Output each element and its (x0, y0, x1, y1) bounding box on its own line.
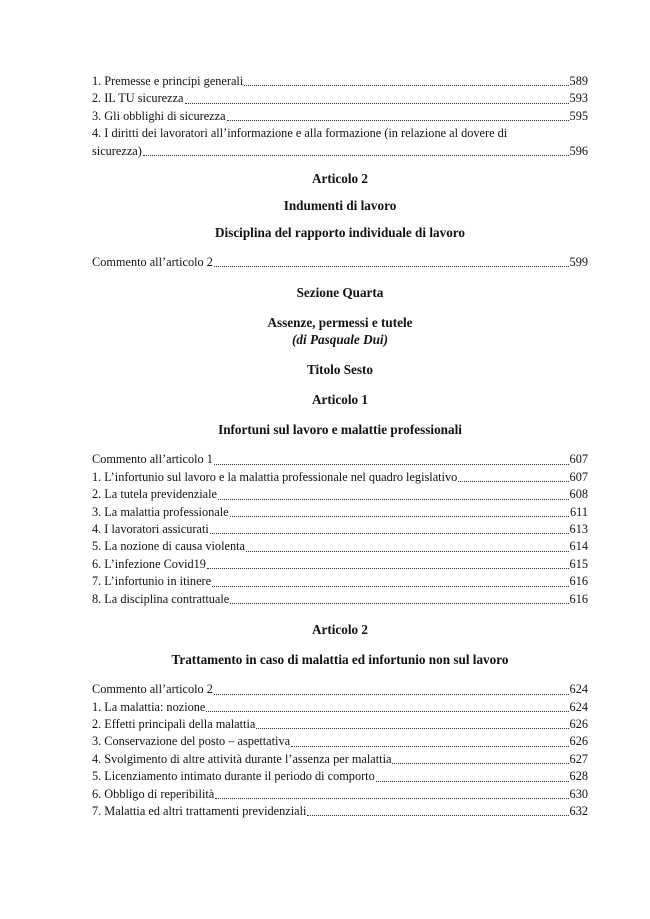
toc-entry-page: 626 (569, 716, 588, 731)
toc-entry-page: 593 (569, 91, 588, 106)
toc-entry-page: 611 (570, 504, 588, 519)
dot-leader (458, 481, 568, 482)
toc-entry-page: 595 (569, 108, 588, 123)
toc-entry-title: 4. I lavoratori assicurati (92, 522, 209, 537)
article-heading: Articolo 1 (311, 392, 369, 408)
toc-entry-page: 627 (569, 751, 588, 766)
toc-entry-page: 596 (569, 143, 588, 158)
toc-entry (92, 591, 588, 608)
toc-entry (92, 521, 588, 538)
toc-entry (92, 733, 588, 750)
article-subject-heading: Infortuni sul lavoro e malattie professionali (218, 422, 462, 438)
dot-leader (307, 815, 568, 816)
title-heading: Titolo Sesto (306, 362, 374, 378)
toc-entry (92, 751, 588, 768)
toc-entry-title: 5. Licenziamento intimato durante il periodo di comporto (92, 769, 375, 784)
dot-leader (227, 120, 569, 121)
article-heading: Articolo 2 (311, 171, 369, 187)
toc-entry-page: 615 (569, 556, 588, 571)
law-title-heading: Disciplina del rapporto individuale di lavoro (215, 225, 465, 241)
dot-leader (212, 586, 568, 587)
table-of-contents (92, 73, 588, 820)
toc-entry-title: 6. L’infezione Covid19 (92, 556, 206, 571)
section-subtitle: Assenze, permessi e tutele (267, 315, 413, 331)
toc-entry (92, 786, 588, 803)
toc-entry-title: 1. Premesse e principi generali (92, 74, 244, 88)
dot-leader (143, 155, 569, 156)
toc-entry-title: 7. Malattia ed altri trattamenti previdenziali (92, 803, 307, 818)
toc-entry-title: Commento all’articolo 2 (92, 255, 213, 270)
toc-entry (92, 108, 588, 125)
dot-leader (256, 728, 568, 729)
toc-entry-title: 2. Effetti principali della malattia (92, 716, 256, 731)
dot-leader (244, 85, 568, 86)
toc-entry-page: 616 (569, 591, 588, 606)
toc-entry (92, 451, 588, 468)
toc-entry-title: 7. L’infortunio in itinere (92, 574, 212, 589)
dot-leader (218, 499, 569, 500)
toc-section-injuries (92, 451, 588, 608)
dot-leader (214, 266, 569, 267)
author-name: Pasquale Dui (309, 332, 384, 348)
toc-entry (92, 573, 588, 590)
toc-entry-page: 624 (569, 682, 588, 697)
toc-entry-title: 3. La malattia professionale (92, 504, 229, 519)
toc-entry-title-line2: sicurezza) (92, 143, 142, 158)
article-heading: Articolo 2 (311, 622, 369, 638)
section-author: (di Pasquale Dui) (291, 332, 388, 348)
dot-leader (214, 464, 569, 465)
toc-entry-title: 3. Conservazione del posto – aspettativa (92, 734, 291, 749)
section-heading: Sezione Quarta (296, 285, 384, 301)
article-subject-heading: Trattamento in caso di malattia ed infortunio non sul lavoro (171, 652, 509, 668)
toc-entry-title: Commento all’articolo 2 (92, 682, 213, 697)
dot-leader (230, 603, 568, 604)
toc-entry-title: 2. La tutela previdenziale (92, 487, 217, 502)
toc-entry-page: 589 (569, 74, 588, 88)
toc-entry (92, 556, 588, 573)
toc-section-illness (92, 681, 588, 820)
author-prefix: di (296, 332, 310, 348)
toc-entry-title: Commento all’articolo 1 (92, 452, 213, 467)
toc-entry-page: 607 (569, 469, 588, 484)
toc-entry (92, 538, 588, 555)
toc-entry (92, 486, 588, 503)
toc-entry-title: 8. La disciplina contrattuale (92, 591, 230, 606)
dot-leader (392, 763, 568, 764)
toc-entry-title-line1: 4. I diritti dei lavoratori all’informazione e alla formazione (in relazione al dovere di (92, 126, 508, 141)
toc-entry-title: 6. Obbligo di reperibilità (92, 786, 215, 801)
dot-leader (214, 694, 569, 695)
dot-leader (207, 568, 569, 569)
toc-entry (92, 699, 588, 716)
toc-entry-page: 608 (569, 487, 588, 502)
toc-entry-page: 607 (569, 452, 588, 467)
toc-entry-page: 624 (569, 699, 588, 714)
dot-leader (376, 781, 569, 782)
toc-entry-title: 2. IL TU sicurezza (92, 91, 184, 106)
toc-entry (92, 681, 588, 698)
toc-entry-title: 1. La malattia: nozione (92, 699, 206, 714)
toc-entry (92, 254, 588, 271)
toc-entry-page: 630 (569, 786, 588, 801)
toc-entry-page: 616 (569, 574, 588, 589)
toc-entry (92, 716, 588, 733)
dot-leader (206, 711, 568, 712)
toc-entry (92, 469, 588, 486)
toc-entry (92, 768, 588, 785)
article-subject-heading: Indumenti di lavoro (283, 198, 397, 214)
toc-entry-page: 626 (569, 734, 588, 749)
toc-entry-page: 613 (569, 522, 588, 537)
toc-entry (92, 73, 588, 90)
toc-entry-page: 628 (569, 769, 588, 784)
dot-leader (291, 746, 568, 747)
dot-leader (215, 798, 568, 799)
toc-entry (92, 504, 588, 521)
toc-entry-page: 599 (569, 255, 588, 270)
toc-entry-title: 5. La nozione di causa violenta (92, 539, 245, 554)
dot-leader (210, 533, 569, 534)
toc-entry-page: 614 (569, 539, 588, 554)
toc-entry-title: 3. Gli obblighi di sicurezza (92, 108, 226, 123)
toc-entry-title: 1. L’infortunio sul lavoro e la malattia professionale nel quadro legislativo (92, 469, 458, 484)
toc-entry (92, 125, 588, 160)
dot-leader (246, 551, 569, 552)
toc-entry-title: 4. Svolgimento di altre attività durante l’assenza per malattia (92, 751, 392, 766)
toc-entry (92, 803, 588, 820)
toc-entry (92, 90, 588, 107)
dot-leader (230, 516, 569, 517)
toc-entry-page: 632 (569, 803, 588, 818)
toc-section-safety (92, 73, 588, 125)
dot-leader (185, 103, 569, 104)
